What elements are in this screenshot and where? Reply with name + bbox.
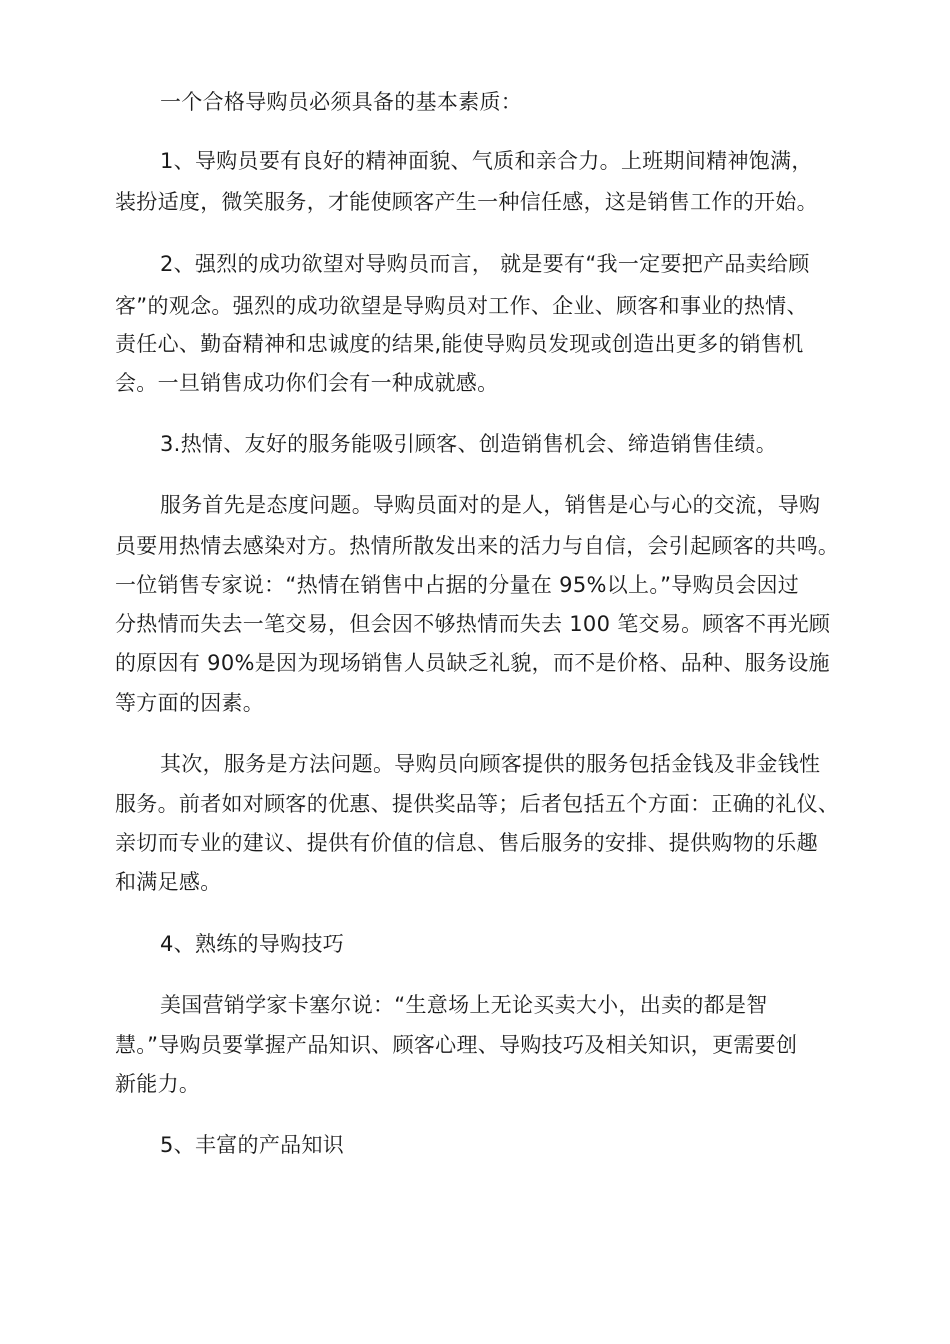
- section-heading: 5、丰富的产品知识: [160, 1133, 345, 1157]
- paragraph-line: 会。一旦销售成功你们会有一种成就感。: [115, 371, 499, 395]
- paragraph-line: 员要用热情去感染对方。热情所散发出来的活力与自信，会引起顾客的共鸣。: [115, 534, 840, 558]
- paragraph-line: 装扮适度，微笑服务，才能使顾客产生一种信任感，这是销售工作的开始。: [115, 190, 818, 214]
- paragraph-line: 新能力。: [115, 1072, 201, 1096]
- paragraph-line: 其次，服务是方法问题。导购员向顾客提供的服务包括金钱及非金钱性: [160, 752, 821, 776]
- paragraph-line: 责任心、勤奋精神和忠诚度的结果,能使导购员发现或创造出更多的销售机: [115, 332, 804, 356]
- paragraph-line: 和满足感。: [115, 870, 222, 894]
- paragraph-line: 1、导购员要有良好的精神面貌、气质和亲合力。上班期间精神饱满，: [160, 149, 813, 173]
- paragraph-line: 的原因有 90%是因为现场销售人员缺乏礼貌，而不是价格、品种、服务设施: [115, 651, 830, 675]
- paragraph-line: 等方面的因素。: [115, 691, 265, 715]
- paragraph-line: 服务首先是态度问题。导购员面对的是人，销售是心与心的交流，导购: [160, 493, 821, 517]
- paragraph-line: 慧。”导购员要掌握产品知识、顾客心理、导购技巧及相关知识，更需要创: [115, 1033, 798, 1057]
- paragraph-line: 分热情而失去一笔交易，但会因不够热情而失去 100 笔交易。顾客不再光顾: [115, 612, 831, 636]
- paragraph-line: 服务。前者如对顾客的优惠、提供奖品等；后者包括五个方面：正确的礼仪、: [115, 792, 840, 816]
- paragraph-line: 客”的观念。强烈的成功欲望是导购员对工作、企业、顾客和事业的热情、: [115, 294, 808, 318]
- paragraph-line: 3.热情、友好的服务能吸引顾客、创造销售机会、缔造销售佳绩。: [160, 432, 778, 456]
- intro-heading: 一个合格导购员必须具备的基本素质：: [160, 90, 523, 114]
- paragraph-line: 2、强烈的成功欲望对导购员而言， 就是要有“我一定要把产品卖给顾: [160, 252, 810, 276]
- section-heading: 4、熟练的导购技巧: [160, 932, 345, 956]
- paragraph-line: 一位销售专家说：“热情在销售中占据的分量在 95%以上。”导购员会因过: [115, 573, 800, 597]
- paragraph-line: 亲切而专业的建议、提供有价值的信息、售后服务的安排、提供购物的乐趣: [115, 831, 818, 855]
- paragraph-line: 美国营销学家卡塞尔说：“生意场上无论买卖大小，出卖的都是智: [160, 993, 768, 1017]
